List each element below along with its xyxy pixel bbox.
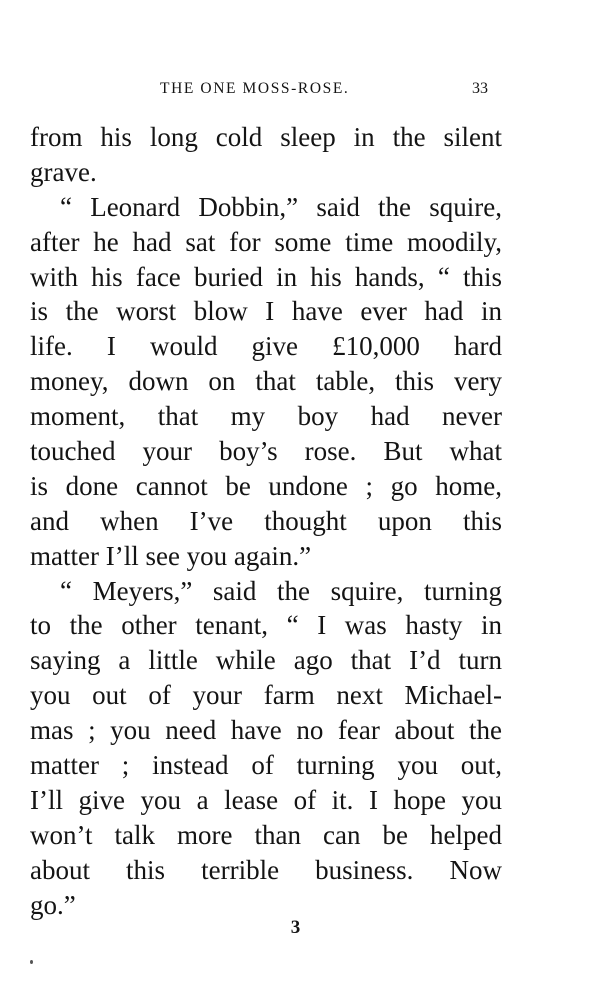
text-line: life. I would give £10,000 hard: [30, 331, 502, 362]
text-line: with his face buried in his hands, “ this: [30, 261, 502, 292]
running-title: THE ONE MOSS-ROSE.: [160, 80, 350, 97]
ink-speck: [30, 960, 33, 964]
signature-mark: 3: [290, 917, 301, 938]
text-line: is done cannot be undone ; go home,: [30, 470, 502, 501]
text-line: money, down on that table, this very: [30, 366, 502, 397]
running-head: [0, 78, 591, 100]
text-line: I’ll give you a lease of it. I hope you: [30, 784, 502, 815]
text-line: to the other tenant, “ I was hasty in: [30, 610, 502, 641]
text-line: matter ; instead of turning you out,: [30, 750, 502, 781]
text-line: mas ; you need have no fear about the: [30, 715, 502, 746]
body-text: [30, 120, 502, 922]
text-line: go.”: [30, 889, 76, 920]
text-line: touched your boy’s rose. But what: [30, 436, 502, 467]
page-number: 33: [472, 80, 488, 97]
text-line: matter I’ll see you again.”: [30, 540, 312, 571]
text-line: about this terrible business. Now: [30, 854, 502, 885]
text-line: and when I’ve thought upon this: [30, 505, 502, 536]
text-line: “ Leonard Dobbin,” said the squire,: [60, 191, 502, 222]
text-line: after he had sat for some time moodily,: [30, 226, 502, 257]
text-line: is the worst blow I have ever had in: [30, 296, 502, 327]
text-line: saying a little while ago that I’d turn: [30, 645, 502, 676]
text-line: grave.: [30, 156, 97, 187]
text-line: you out of your farm next Michael-: [30, 680, 502, 711]
text-line: from his long cold sleep in the silent: [30, 122, 502, 152]
text-line: won’t talk more than can be helped: [30, 819, 502, 850]
text-line: “ Meyers,” said the squire, turning: [60, 575, 502, 606]
text-line: moment, that my boy had never: [30, 401, 502, 432]
